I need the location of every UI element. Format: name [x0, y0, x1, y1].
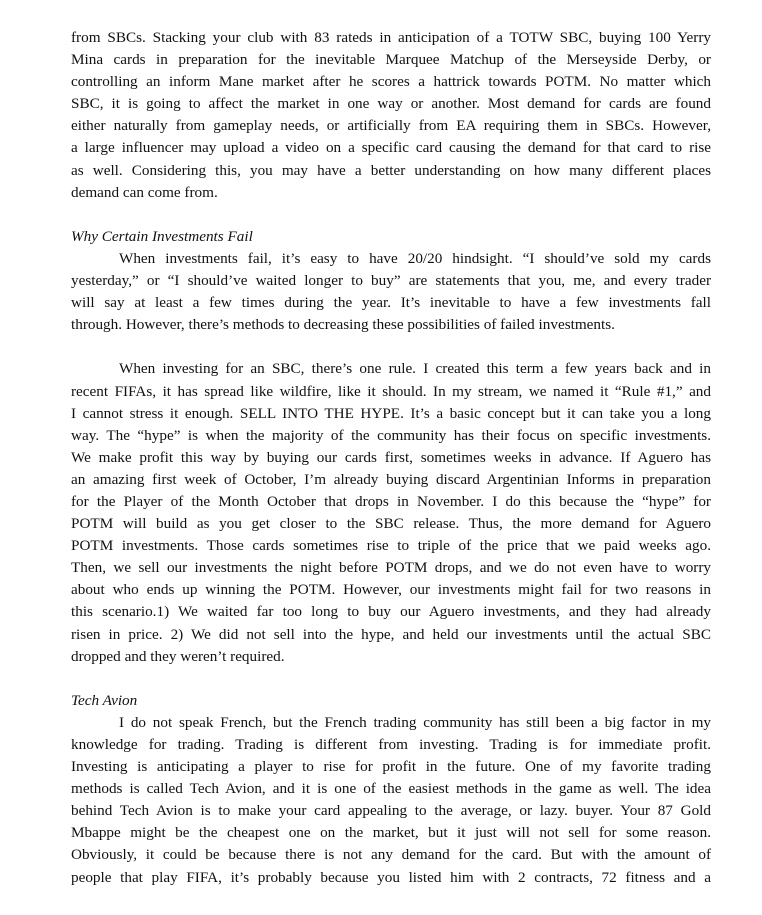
paragraph-spacer: [71, 668, 711, 690]
text-line: dropped and they weren’t required.: [71, 647, 285, 665]
text-line: Investing is anticipating a player to rise for profit in the future. One of my favorite trading: [71, 758, 711, 776]
text-line: POTM will build as you get closer to the SBC release. Thus, the more demand for Aguero: [71, 515, 711, 533]
text-line: behind Tech Avion is to make your card appealing to the average, or lazy. buyer. Your 87 Gold: [71, 802, 711, 820]
text-line: either naturally from gameplay needs, or artificially from EA requiring them in SBCs. However,: [71, 117, 711, 135]
text-line: Mina cards in preparation for the inevitable Marquee Matchup of the Merseyside Derby, or: [71, 51, 711, 69]
tech-avion-paragraph: [71, 712, 711, 889]
text-line: a large influencer may upload a video on a specific card causing the demand for that card to rise: [71, 139, 711, 157]
text-line: as well. Considering this, you may have a better understanding on how many different places: [71, 161, 711, 179]
text-line: risen in price. 2) We did not sell into the hype, and held our investments until the actual SBC: [71, 625, 711, 643]
text-line: Obviously, it could be because there is not any demand for the card. But with the amount of: [71, 846, 711, 864]
text-line: way. The “hype” is when the majority of the community has their focus on specific investments.: [71, 426, 711, 444]
text-line: I do not speak French, but the French trading community has still been a big factor in my: [119, 713, 711, 731]
fail-paragraph-1: [71, 248, 711, 336]
text-line: Mbappe might be the cheapest one on the market, but it just will not sell for some reason.: [71, 824, 711, 842]
text-line: When investing for an SBC, there’s one rule. I created this term a few years back and in: [119, 360, 711, 378]
text-line: methods is called Tech Avion, and it is one of the easiest methods in the game as well. The idea: [71, 780, 711, 798]
text-line: Then, we sell our investments the night before POTM drops, and we do not even have to worry: [71, 559, 711, 577]
text-line: I cannot stress it enough. SELL INTO THE HYPE. It’s a basic concept but it can take you a long: [71, 404, 711, 422]
section-heading-tech-avion: Tech Avion: [71, 691, 138, 709]
text-line: When investments fail, it’s easy to have 20/20 hindsight. “I should’ve sold my cards: [119, 249, 711, 267]
fail-paragraph-2: [71, 358, 711, 667]
paragraph-spacer: [71, 204, 711, 226]
text-line: for the Player of the Month October that drops in November. I do this because the “hype” for: [71, 492, 711, 510]
intro-paragraph: [71, 27, 711, 204]
text-line: recent FIFAs, it has spread like wildfire, like it should. In my stream, we named it “Rule #1,” and: [71, 382, 711, 400]
document-page: [71, 27, 711, 889]
text-line: through. However, there’s methods to decreasing these possibilities of failed investments.: [71, 316, 615, 334]
text-line: an amazing first week of October, I’m already buying discard Argentinian Informs in preparation: [71, 470, 711, 488]
text-line: demand can come from.: [71, 183, 218, 201]
text-line: We make profit this way by buying our cards first, sometimes weeks in advance. If Aguero has: [71, 448, 711, 466]
text-line: knowledge for trading. Trading is different from investing. Trading is for immediate profit.: [71, 736, 711, 753]
paragraph-spacer: [71, 336, 711, 358]
text-line: about who ends up winning the POTM. However, our investments might fail for two reasons in: [71, 581, 711, 599]
text-line: controlling an inform Mane market after he scores a hattrick towards POTM. No matter which: [71, 73, 711, 91]
text-line: people that play FIFA, it’s probably because you listed him with 2 contracts, 72 fitness and a: [71, 868, 711, 886]
text-line: will say at least a few times during the year. It’s inevitable to have a few investments fall: [71, 294, 711, 312]
text-line: SBC, it is going to affect the market in one way or another. Most demand for cards are found: [71, 95, 711, 113]
text-line: from SBCs. Stacking your club with 83 rateds in anticipation of a TOTW SBC, buying 100 Yerry: [71, 29, 711, 46]
text-line: POTM investments. Those cards sometimes rise to triple of the price that we paid weeks ago.: [71, 537, 711, 555]
section-heading-why-investments-fail: Why Certain Investments Fail: [71, 227, 253, 245]
text-line: this scenario.1) We waited far too long to buy our Aguero investments, and they had already: [71, 603, 711, 621]
text-line: yesterday,” or “I should’ve waited longer to buy” are statements that you, me, and every trader: [71, 272, 711, 290]
